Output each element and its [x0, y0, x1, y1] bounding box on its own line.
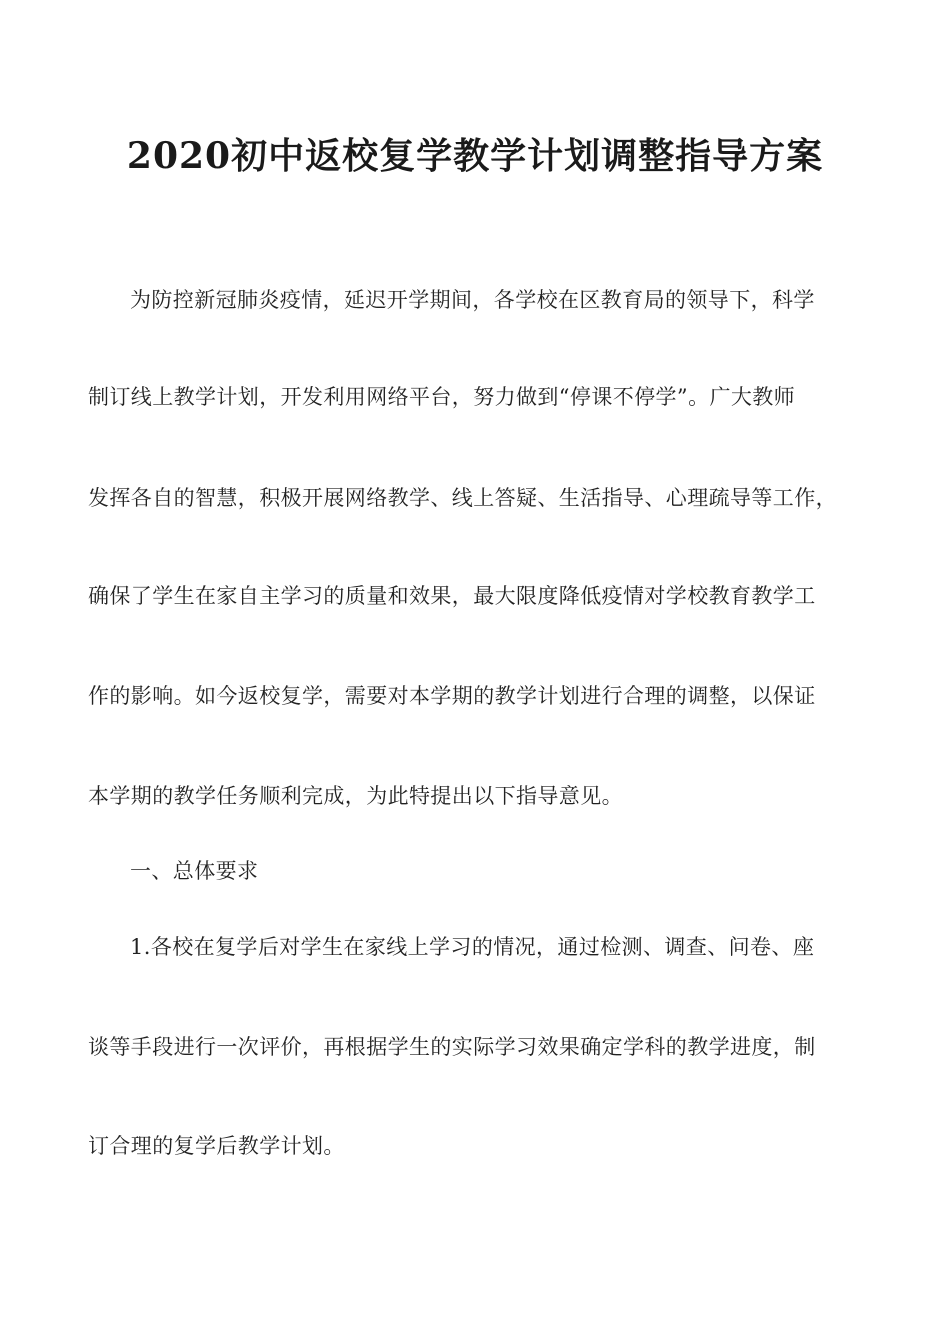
- paragraph-line: 1.各校在复学后对学生在家线上学习的情况，通过检测、调查、问卷、座: [130, 935, 815, 959]
- paragraph-line: 为防控新冠肺炎疫情，延迟开学期间，各学校在区教育局的领导下，科学: [130, 288, 815, 312]
- document-title: 2020初中返校复学教学计划调整指导方案: [126, 135, 824, 177]
- paragraph-line: 制订线上教学计划，开发利用网络平台，努力做到“停课不停学”。广大教师: [88, 385, 796, 409]
- paragraph-line: 订合理的复学后教学计划。: [88, 1134, 345, 1158]
- paragraph-line: 谈等手段进行一次评价，再根据学生的实际学习效果确定学科的教学进度，制: [88, 1035, 816, 1059]
- paragraph-line: 发挥各自的智慧，积极开展网络教学、线上答疑、生活指导、心理疏导等工作，: [88, 486, 837, 510]
- paragraph-line: 作的影响。如今返校复学，需要对本学期的教学计划进行合理的调整，以保证: [88, 684, 816, 708]
- paragraph-line: 确保了学生在家自主学习的质量和效果，最大限度降低疫情对学校教育教学工: [88, 584, 816, 608]
- section-heading: 一、总体要求: [130, 859, 259, 883]
- paragraph-line: 本学期的教学任务顺利完成，为此特提出以下指导意见。: [88, 784, 623, 808]
